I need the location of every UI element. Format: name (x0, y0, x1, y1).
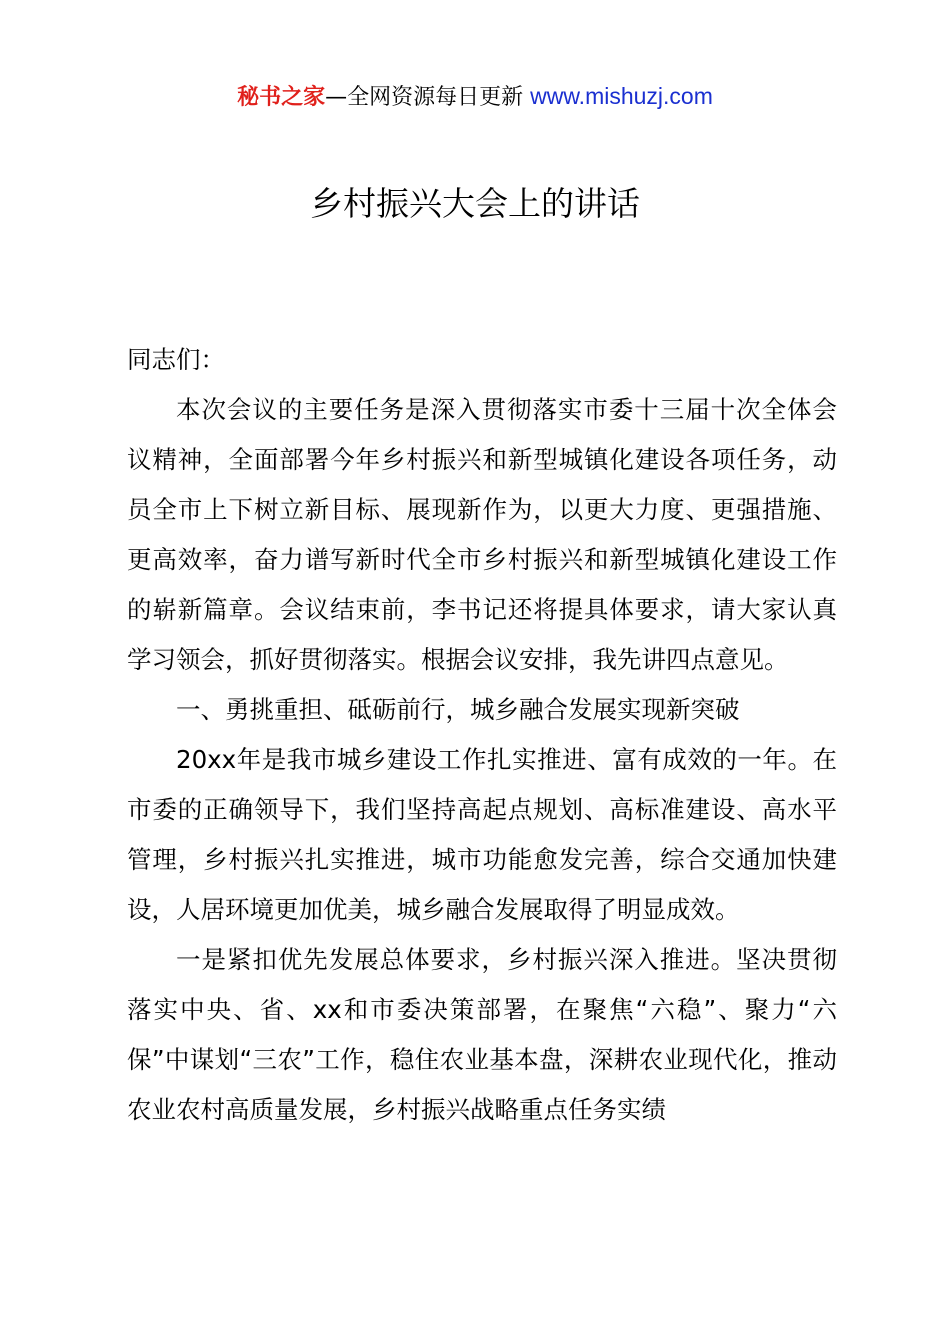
brand-name: 秘书之家 (237, 85, 326, 110)
section-heading-1: 一、勇挑重担、砥砺前行，城乡融合发展实现新突破 (176, 695, 740, 724)
document-title: 乡村振兴大会上的讲话 (310, 184, 640, 223)
header-tagline: —全网资源每日更新 (325, 85, 524, 110)
paragraph-point-1: 一是紧扣优先发展总体要求，乡村振兴深入推进。坚决贯彻落实中央、省、xx和市委决策部署，在聚焦“六稳”、聚力“六保”中谋划“三农”工作，稳住农业基本盘，深耕农业现代化，推动农业农村高质量发展，乡村振兴战略重点任务实绩 (127, 945, 837, 1124)
site-header (0, 80, 950, 114)
salutation: 同志们： (127, 345, 225, 374)
paragraph-intro: 本次会议的主要任务是深入贯彻落实市委十三届十次全体会议精神，全面部署今年乡村振兴和新型城镇化建设各项任务，动员全市上下树立新目标、展现新作为，以更大力度、更强措施、更高效率，奋力谱写新时代全市乡村振兴和新型城镇化建设工作的崭新篇章。会议结束前，李书记还将提具体要求，请大家认真学习领会，抓好贯彻落实。根据会议安排，我先讲四点意见。 (127, 395, 837, 674)
paragraph-summary: 20xx年是我市城乡建设工作扎实推进、富有成效的一年。在市委的正确领导下，我们坚持高起点规划、高标准建设、高水平管理，乡村振兴扎实推进，城市功能愈发完善，综合交通加快建设，人居环境更加优美，城乡融合发展取得了明显成效。 (127, 745, 837, 924)
document-body (127, 335, 837, 1135)
site-url-link[interactable]: www.mishuzj.com (530, 83, 713, 109)
